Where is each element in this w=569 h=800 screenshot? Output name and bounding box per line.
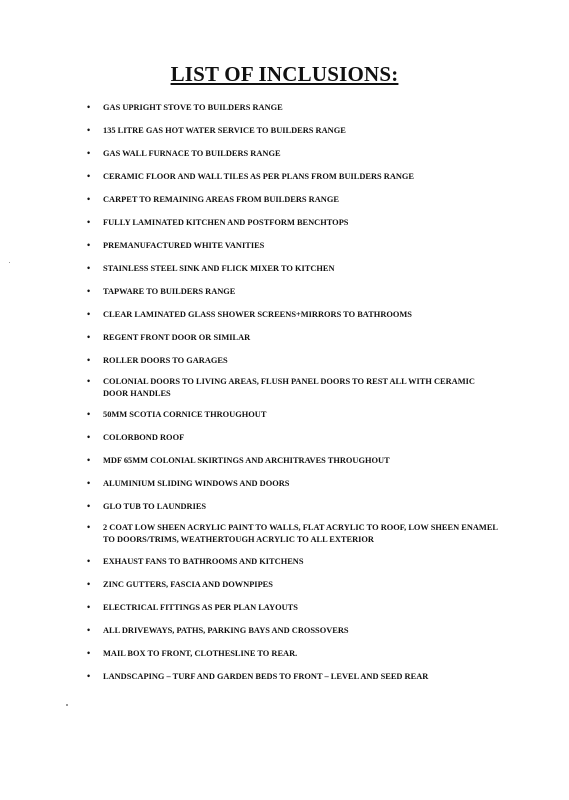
list-item-text: MAIL BOX TO FRONT, CLOTHESLINE TO REAR. — [103, 649, 298, 658]
list-item-text: TAPWARE TO BUILDERS RANGE — [103, 287, 236, 296]
bullet-icon: • — [87, 148, 91, 158]
list-item-text: COLORBOND ROOF — [103, 433, 185, 442]
list-item-text: FULLY LAMINATED KITCHEN AND POSTFORM BENCHTOPS — [103, 218, 349, 227]
bullet-icon: • — [87, 376, 91, 386]
bullet-icon: • — [87, 579, 91, 589]
scan-speck — [66, 704, 68, 706]
list-item-text: ALUMINIUM SLIDING WINDOWS AND DOORS — [103, 479, 290, 488]
bullet-icon: • — [87, 625, 91, 635]
list-item-text: LANDSCAPING – TURF AND GARDEN BEDS TO FRONT – LEVEL AND SEED REAR — [103, 672, 429, 681]
bullet-icon: • — [87, 455, 91, 465]
bullet-icon: • — [87, 171, 91, 181]
bullet-icon: • — [87, 309, 91, 319]
list-item-text: CERAMIC FLOOR AND WALL TILES AS PER PLANS FROM BUILDERS RANGE — [103, 172, 415, 181]
list-item-text: 135 LITRE GAS HOT WATER SERVICE TO BUILDERS RANGE — [103, 126, 346, 135]
list-item-text: STAINLESS STEEL SINK AND FLICK MIXER TO KITCHEN — [103, 264, 335, 273]
list-item-text: 2 COAT LOW SHEEN ACRYLIC PAINT TO WALLS, FLAT ACRYLIC TO ROOF, LOW SHEEN ENAMEL TO DOORS/TRIMS, WEATHERTOUGH ACRYLIC TO ALL EXTERIOR — [103, 523, 498, 544]
bullet-icon: • — [87, 432, 91, 442]
bullet-icon: • — [87, 263, 91, 273]
list-item-text: ALL DRIVEWAYS, PATHS, PARKING BAYS AND CROSSOVERS — [103, 626, 349, 635]
bullet-icon: • — [87, 522, 91, 532]
bullet-icon: • — [87, 648, 91, 658]
bullet-icon: • — [87, 286, 91, 296]
bullet-icon: • — [87, 194, 91, 204]
bullet-icon: • — [87, 217, 91, 227]
scan-speck — [9, 262, 10, 263]
list-item-text: MDF 65MM COLONIAL SKIRTINGS AND ARCHITRAVES THROUGHOUT — [103, 456, 390, 465]
list-item-text: ROLLER DOORS TO GARAGES — [103, 356, 228, 365]
list-item-text: GLO TUB TO LAUNDRIES — [103, 502, 207, 511]
bullet-icon: • — [87, 240, 91, 250]
bullet-icon: • — [87, 501, 91, 511]
list-item-text: CARPET TO REMAINING AREAS FROM BUILDERS RANGE — [103, 195, 339, 204]
page-title: LIST OF INCLUSIONS: — [170, 62, 399, 86]
list-item-text: GAS WALL FURNACE TO BUILDERS RANGE — [103, 149, 281, 158]
bullet-icon: • — [87, 602, 91, 612]
list-item-text: PREMANUFACTURED WHITE VANITIES — [103, 241, 265, 250]
bullet-icon: • — [87, 102, 91, 112]
list-item-text: EXHAUST FANS TO BATHROOMS AND KITCHENS — [103, 557, 304, 566]
list-item-text: COLONIAL DOORS TO LIVING AREAS, FLUSH PANEL DOORS TO REST ALL WITH CERAMIC DOOR HANDLES — [103, 377, 475, 398]
bullet-icon: • — [87, 125, 91, 135]
list-item-text: CLEAR LAMINATED GLASS SHOWER SCREENS+MIRRORS TO BATHROOMS — [103, 310, 412, 319]
bullet-icon: • — [87, 332, 91, 342]
list-item-text: ELECTRICAL FITTINGS AS PER PLAN LAYOUTS — [103, 603, 298, 612]
bullet-icon: • — [87, 409, 91, 419]
list-item-text: GAS UPRIGHT STOVE TO BUILDERS RANGE — [103, 103, 283, 112]
bullet-icon: • — [87, 671, 91, 681]
list-item-text: REGENT FRONT DOOR OR SIMILAR — [103, 333, 251, 342]
bullet-icon: • — [87, 355, 91, 365]
bullet-icon: • — [87, 478, 91, 488]
list-item-text: ZINC GUTTERS, FASCIA AND DOWNPIPES — [103, 580, 273, 589]
bullet-icon: • — [87, 556, 91, 566]
list-item-text: 50MM SCOTIA CORNICE THROUGHOUT — [103, 410, 267, 419]
